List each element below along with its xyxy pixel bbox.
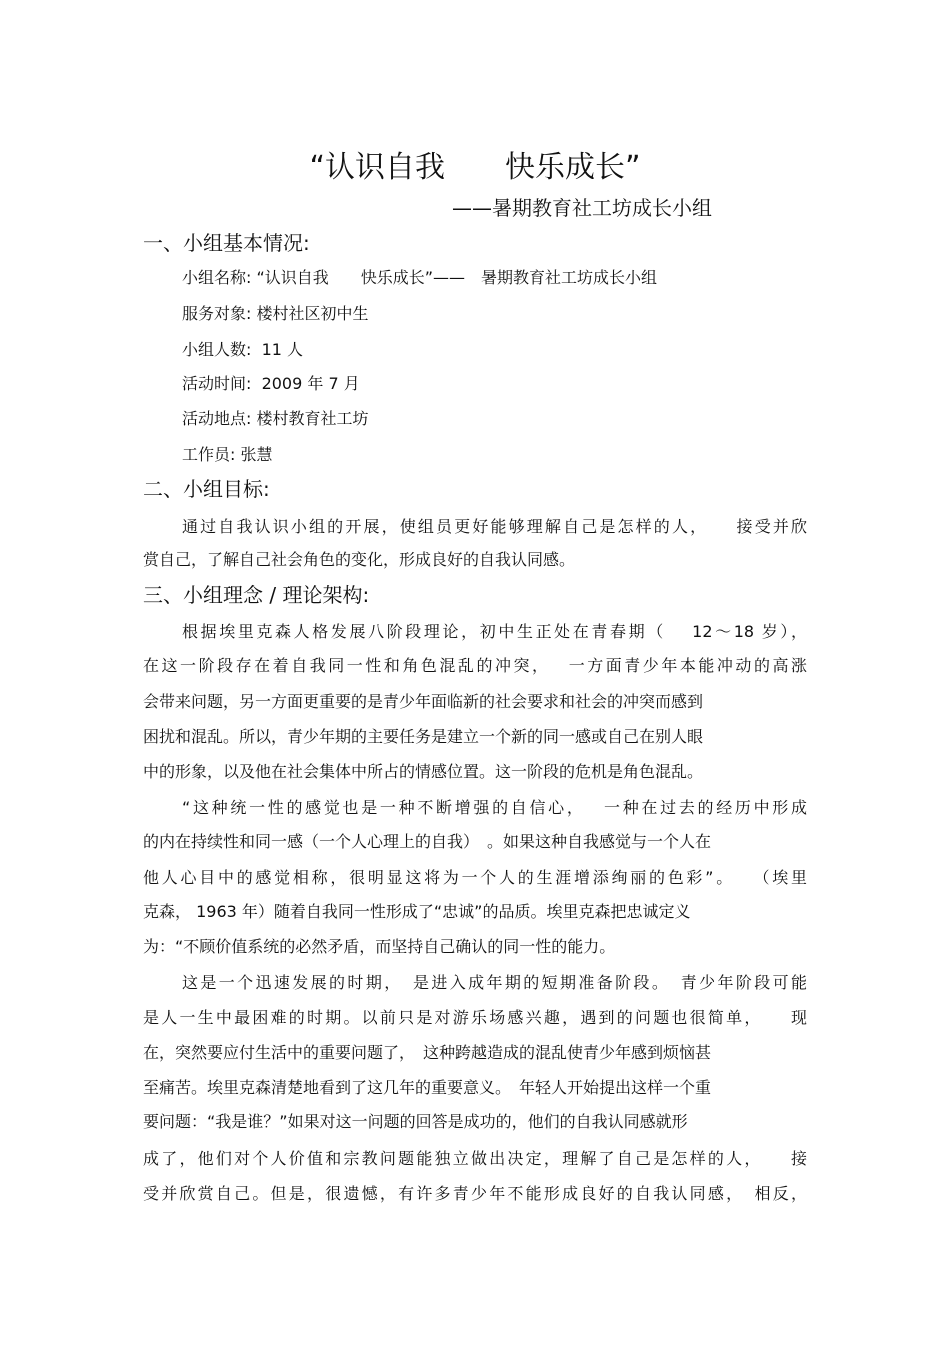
paragraph-line: 的内在持续性和同一感（一个人心理上的自我） 。如果这种自我感觉与一个人在 xyxy=(143,832,712,851)
document-subtitle: ——暑期教育社工坊成长小组 xyxy=(452,196,712,220)
paragraph-line: 赏自己，了解自己社会角色的变化，形成良好的自我认同感。 xyxy=(143,550,576,569)
paragraph-line: 是人一生中最困难的时期。以前只是对游乐场感兴趣，遇到的问题也很简单， 现 xyxy=(143,1008,807,1027)
paragraph-line: 他人心目中的感觉相称，很明显这将为一个人的生涯增添绚丽的色彩”。 （埃里 xyxy=(143,868,807,887)
paragraph-line: “这种统一性的感觉也是一种不断增强的自信心， 一种在过去的经历中形成 xyxy=(182,798,807,817)
section-heading-goals: 二、小组目标: xyxy=(143,477,270,501)
info-member-count: 小组人数: 11 人 xyxy=(182,340,304,359)
info-activity-time: 活动时间: 2009 年 7 月 xyxy=(182,374,360,393)
paragraph-line: 通过自我认识小组的开展，使组员更好能够理解自己是怎样的人， 接受并欣 xyxy=(182,517,807,536)
paragraph-line: 中的形象，以及他在社会集体中所占的情感位置。这一阶段的危机是角色混乱。 xyxy=(143,762,704,781)
info-activity-location: 活动地点: 楼村教育社工坊 xyxy=(182,409,369,428)
paragraph-line: 克森， 1963 年）随着自我同一性形成了“忠诚”的品质。埃里克森把忠诚定义 xyxy=(143,902,691,921)
section-heading-theory: 三、小组理念 / 理论架构: xyxy=(143,583,370,607)
paragraph-line: 这是一个迅速发展的时期， 是进入成年期的短期准备阶段。 青少年阶段可能 xyxy=(182,973,807,992)
paragraph-line: 为：“不顾价值系统的必然矛盾，而坚持自己确认的同一性的能力。 xyxy=(143,937,616,956)
paragraph-line: 会带来问题，另一方面更重要的是青少年面临新的社会要求和社会的冲突而感到 xyxy=(143,692,704,711)
paragraph-line: 在这一阶段存在着自我同一性和角色混乱的冲突， 一方面青少年本能冲动的高涨 xyxy=(143,656,807,675)
paragraph-line: 至痛苦。埃里克森清楚地看到了这几年的重要意义。 年轻人开始提出这样一个重 xyxy=(143,1078,712,1097)
info-worker: 工作员: 张慧 xyxy=(182,445,273,464)
paragraph-line: 困扰和混乱。所以，青少年期的主要任务是建立一个新的同一感或自己在别人眼 xyxy=(143,727,704,746)
document-title: “认识自我 快乐成长” xyxy=(309,150,641,185)
paragraph-line: 要问题：“我是谁？”如果对这一问题的回答是成功的，他们的自我认同感就形 xyxy=(143,1112,688,1131)
info-service-target: 服务对象: 楼村社区初中生 xyxy=(182,304,369,323)
section-heading-basic-info: 一、小组基本情况: xyxy=(143,231,310,255)
paragraph-line: 受并欣赏自己。但是，很遗憾，有许多青少年不能形成良好的自我认同感， 相反， xyxy=(143,1184,807,1203)
info-group-name: 小组名称: “认识自我 快乐成长”—— 暑期教育社工坊成长小组 xyxy=(182,268,658,287)
paragraph-line: 在，突然要应付生活中的重要问题了， 这种跨越造成的混乱使青少年感到烦恼甚 xyxy=(143,1043,712,1062)
paragraph-line: 成了，他们对个人价值和宗教问题能独立做出决定，理解了自己是怎样的人， 接 xyxy=(143,1149,807,1168)
paragraph-line: 根据埃里克森人格发展八阶段理论，初中生正处在青春期（ 12～18 岁）， xyxy=(182,622,807,641)
